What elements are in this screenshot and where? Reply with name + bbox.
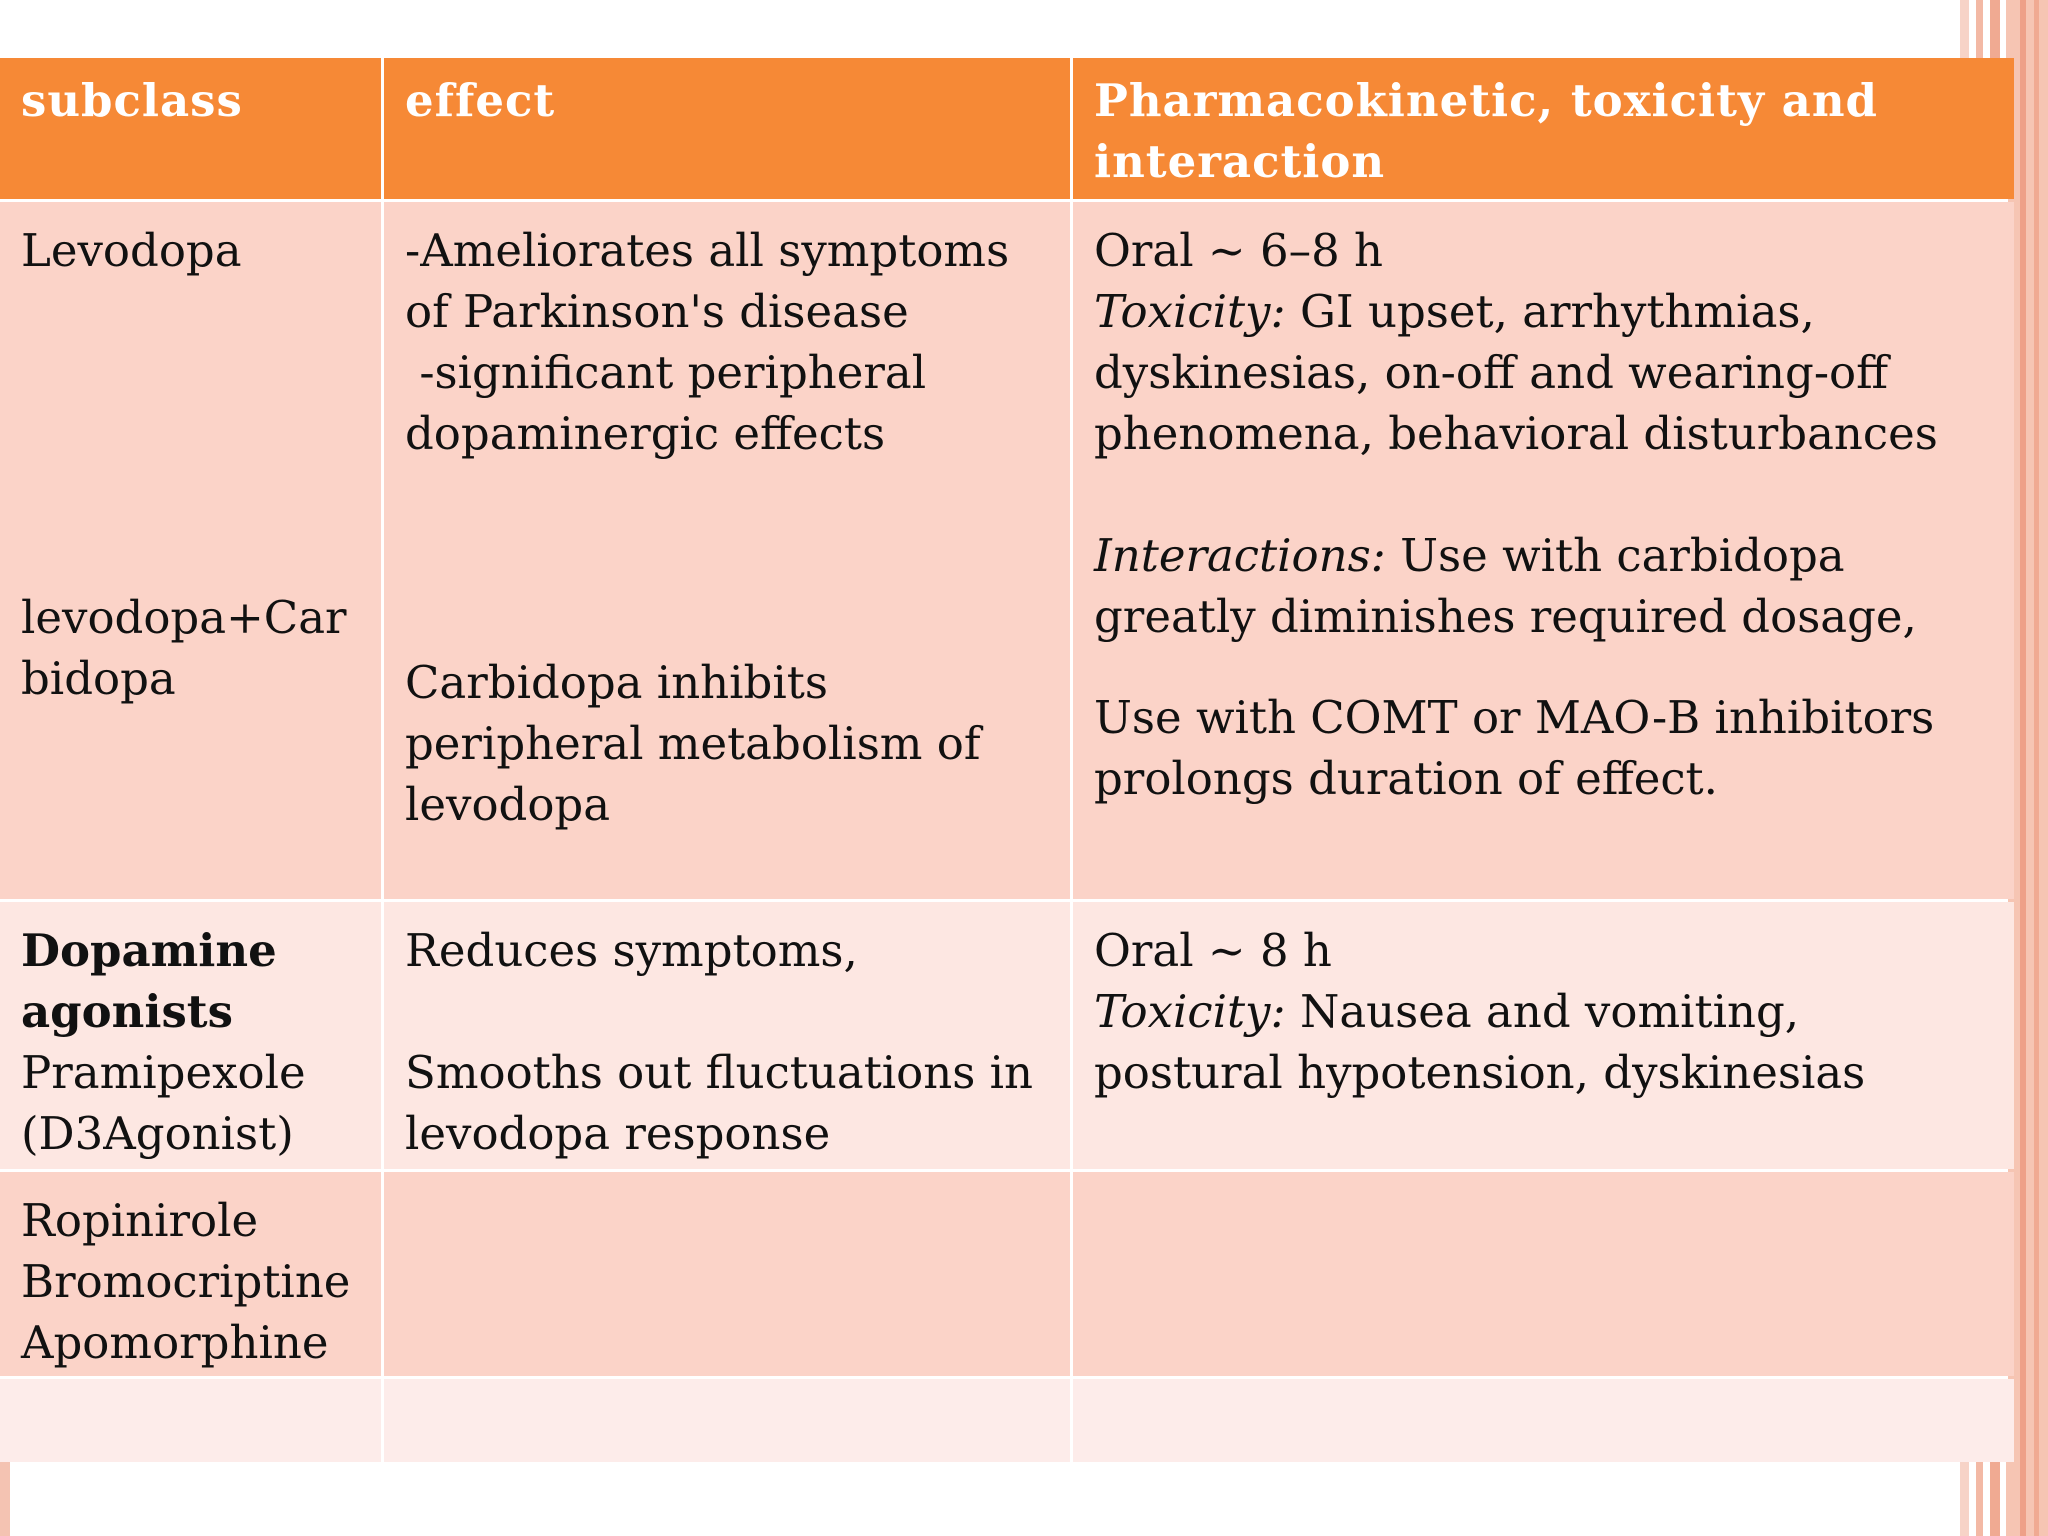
empty-cell (1073, 1379, 2014, 1462)
drug-table (0, 58, 2008, 1462)
toxicity-text: Nausea and vomiting, postural hypotension, dyskinesias (1094, 985, 1866, 1099)
agonists-effect-line: Smooths out fluctuations in levodopa response (405, 1046, 1048, 1160)
empty-cell (384, 1172, 1070, 1376)
empty-cell (1073, 1172, 2014, 1376)
drug-name: Apomorphine (21, 1316, 329, 1369)
agonists-oral: Oral ~ 8 h (1094, 924, 1332, 977)
levodopa-interactions-more: Use with COMT or MAO-B inhibitors prolongs duration of effect. (1094, 691, 1949, 805)
levodopa-carbidopa-name: levodopa+Carbidopa (21, 591, 347, 705)
pramipexole-name: Pramipexole (D3Agonist) (21, 1046, 320, 1160)
interactions-label: Interactions: (1094, 529, 1386, 582)
empty-cell (0, 1379, 381, 1462)
decorative-stripe (2034, 0, 2039, 1536)
agonists-subclass-cell (0, 902, 381, 1169)
empty-cell (384, 1379, 1070, 1462)
toxicity-label: Toxicity: (1094, 985, 1286, 1038)
toxicity-label: Toxicity: (1094, 285, 1286, 338)
other-agonists-cell (0, 1172, 381, 1376)
header-subclass: subclass (0, 58, 381, 199)
decorative-bar (0, 1452, 10, 1536)
agonists-effect-cell (384, 902, 1070, 1169)
agonists-effect-line: Reduces symptoms, (405, 924, 858, 977)
levodopa-effect-cell (384, 202, 1070, 899)
agonists-toxicity (1094, 981, 1994, 1103)
levodopa-effect-line: -Ameliorates all symptoms of Parkinson's disease (405, 224, 1024, 338)
header-effect: effect (384, 58, 1070, 199)
agonists-pk-cell (1073, 902, 2014, 1169)
levodopa-name: Levodopa (21, 224, 242, 277)
decorative-stripe (2020, 0, 2026, 1536)
toxicity-text: GI upset, arrhythmias, dyskinesias, on-off and wearing-off phenomena, behavioral disturbances (1094, 285, 1938, 460)
levodopa-pk-cell (1073, 202, 2014, 899)
drug-name: Bromocriptine (21, 1255, 351, 1308)
drug-name: Ropinirole (21, 1194, 259, 1247)
levodopa-effect-line: -significant peripheral dopaminergic effects (405, 346, 941, 460)
interactions-text: Use with carbidopa greatly diminishes required dosage, (1094, 529, 1917, 643)
header-pharmacokinetic: Pharmacokinetic, toxicity and interaction (1073, 58, 2014, 199)
agonists-class-name: Dopamine agonists (21, 924, 293, 1038)
carbidopa-effect: Carbidopa inhibits peripheral metabolism of levodopa (405, 656, 995, 831)
levodopa-toxicity (1094, 281, 1994, 464)
levodopa-subclass-cell (0, 202, 381, 899)
levodopa-interactions (1094, 525, 1994, 647)
levodopa-oral: Oral ~ 6–8 h (1094, 224, 1383, 277)
